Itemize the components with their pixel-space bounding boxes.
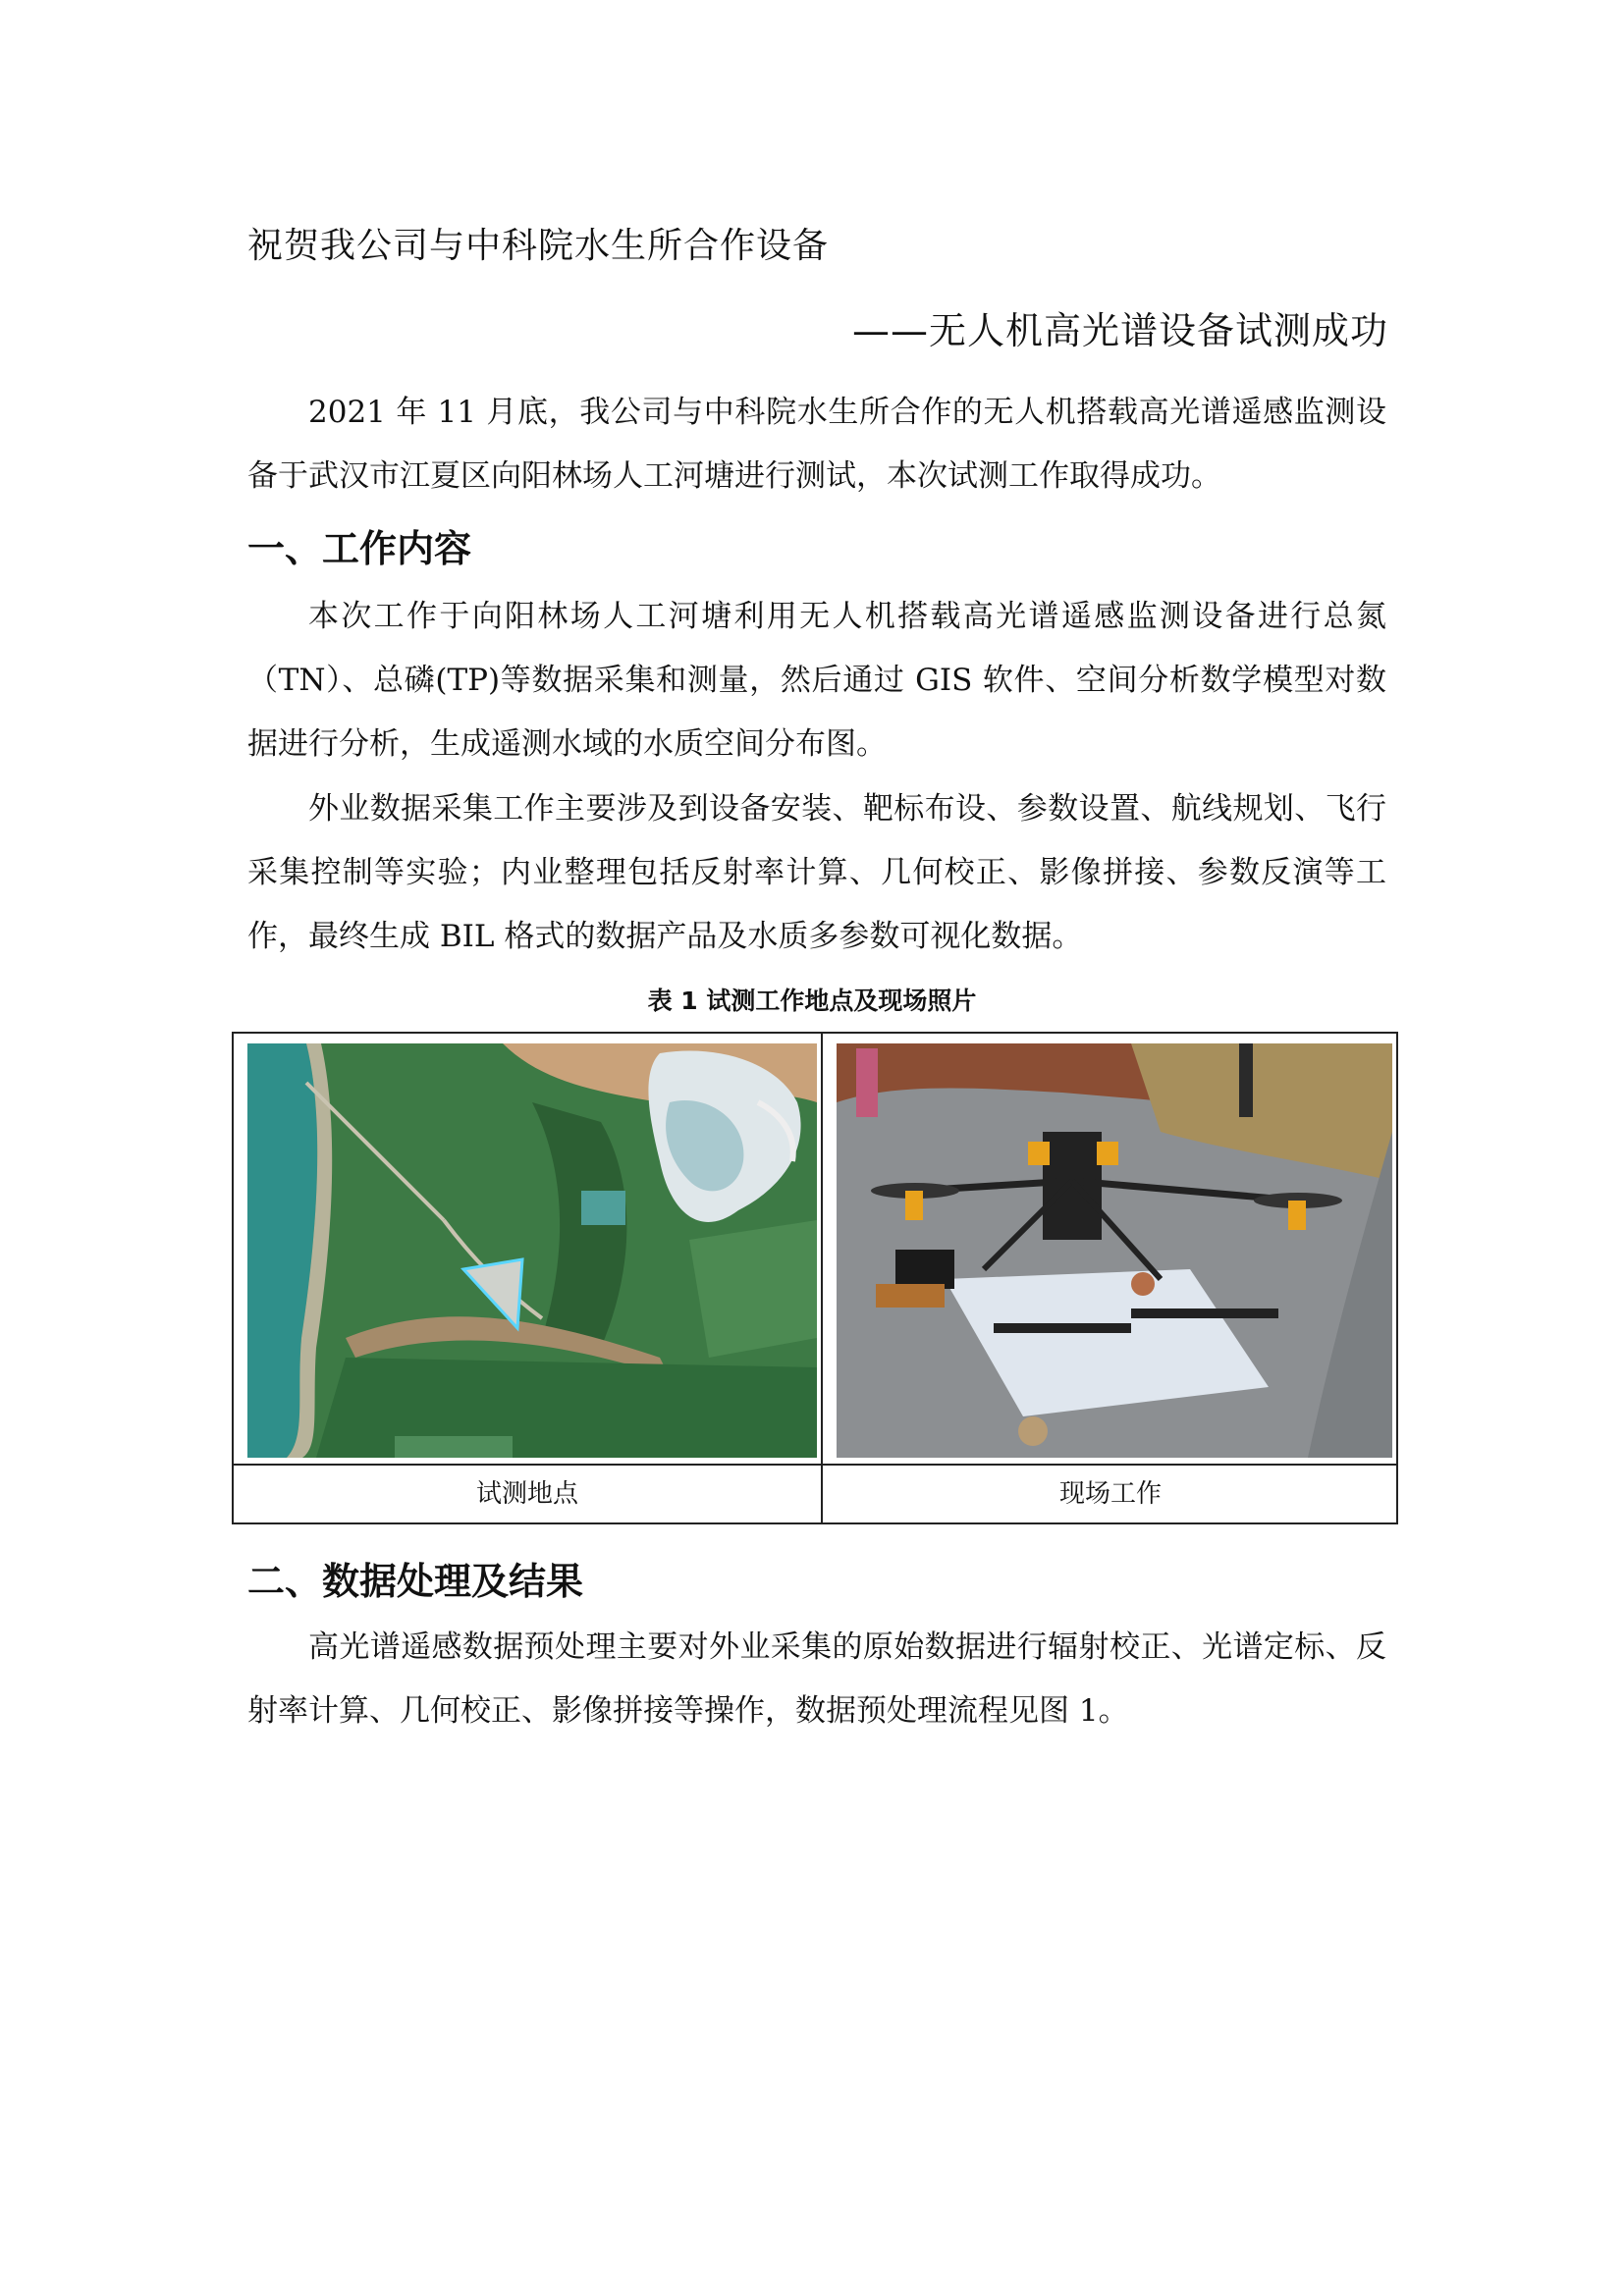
photo-table [232,1032,1398,1524]
satellite-map-graphic [247,1043,817,1458]
document-subtitle: ——无人机高光谱设备试测成功 [851,309,1388,352]
table-cell-label-fieldwork: 现场工作 [1058,1479,1162,1509]
satellite-map-image [247,1043,817,1458]
field-work-graphic [837,1043,1392,1458]
section1-paragraph-1: 本次工作于向阳林场人工河塘利用无人机搭载高光谱遥感监测设备进行总氮（TN）、总磷(TP)等数据采集和测量，然后通过 GIS 软件、空间分析数学模型对数据进行分析，生成遥测水域的水质空间分布图。 [247,599,1386,762]
section2-heading: 二、数据处理及结果 [247,1560,584,1603]
document-title: 祝贺我公司与中科院水生所合作设备 [247,226,830,266]
section1-heading: 一、工作内容 [247,527,472,570]
field-work-photo [837,1043,1392,1458]
table-caption: 表 1 试测工作地点及现场照片 [647,987,977,1015]
section1-paragraph-2: 外业数据采集工作主要涉及到设备安装、靶标布设、参数设置、航线规划、飞行采集控制等实验；内业整理包括反射率计算、几何校正、影像拼接、参数反演等工作，最终生成 BIL 格式的数据产品及水质多参数可视化数据。 [247,791,1386,954]
section2-paragraph-1: 高光谱遥感数据预处理主要对外业采集的原始数据进行辐射校正、光谱定标、反射率计算、几何校正、影像拼接等操作，数据预处理流程见图 1。 [247,1629,1386,1729]
table-cell-label-location: 试测地点 [475,1479,578,1509]
intro-paragraph: 2021 年 11 月底，我公司与中科院水生所合作的无人机搭载高光谱遥感监测设备于武汉市江夏区向阳林场人工河塘进行测试，本次试测工作取得成功。 [247,395,1386,494]
table-divider-vertical [821,1034,823,1522]
